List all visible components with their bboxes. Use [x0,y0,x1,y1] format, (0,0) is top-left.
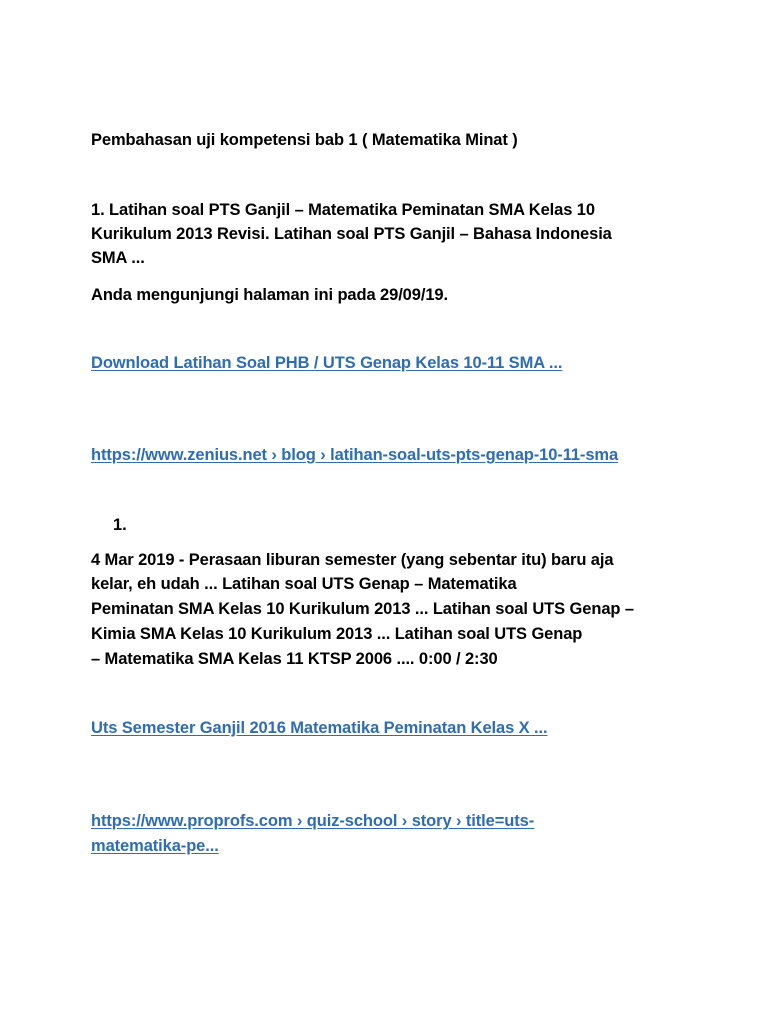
item2-line-2: kelar, eh udah ... Latihan soal UTS Genap – Matematika [91,575,517,593]
result2-url-line-2[interactable]: matematika-pe... [91,837,219,855]
result2-link-title[interactable]: Uts Semester Ganjil 2016 Matematika Peminatan Kelas X ... [91,719,548,737]
result2-url-line-1[interactable]: https://www.proprofs.com › quiz-school › story › title=uts- [91,812,535,830]
item2-line-1: 4 Mar 2019 - Perasaan liburan semester (yang sebentar itu) baru aja [91,551,614,569]
item1-line-1: 1. Latihan soal PTS Ganjil – Matematika Peminatan SMA Kelas 10 [91,201,595,219]
result1-link-title[interactable]: Download Latihan Soal PHB / UTS Genap Kelas 10-11 SMA ... [91,354,563,372]
item1-line-2: Kurikulum 2013 Revisi. Latihan soal PTS Ganjil – Bahasa Indonesia [91,225,612,243]
item2-line-5: – Matematika SMA Kelas 11 KTSP 2006 .... 0:00 / 2:30 [91,650,498,668]
item1-line-3: SMA ... [91,249,145,267]
item2-line-3: Peminatan SMA Kelas 10 Kurikulum 2013 ... Latihan soal UTS Genap – [91,600,634,618]
result1-url[interactable]: https://www.zenius.net › blog › latihan-soal-uts-pts-genap-10-11-sma [91,446,619,464]
item2-number: 1. [113,516,127,534]
visited-note: Anda mengunjungi halaman ini pada 29/09/19. [91,286,448,304]
document-title: Pembahasan uji kompetensi bab 1 ( Matematika Minat ) [91,131,518,149]
item2-line-4: Kimia SMA Kelas 10 Kurikulum 2013 ... Latihan soal UTS Genap [91,625,583,643]
